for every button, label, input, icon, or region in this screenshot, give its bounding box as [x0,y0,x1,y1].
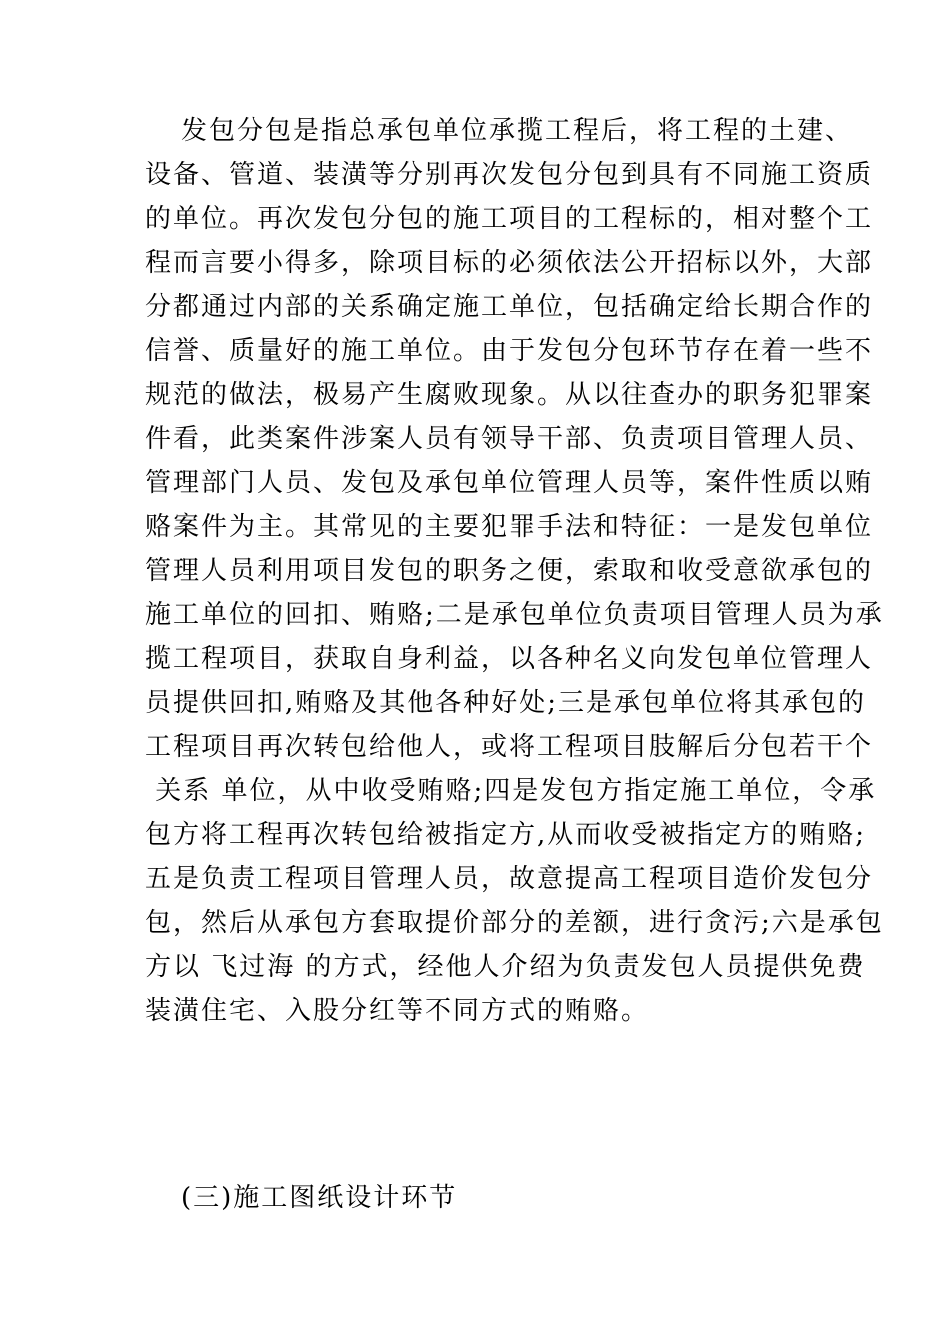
paragraph-line: 发包分包是指总承包单位承揽工程后，将工程的土建、 [181,116,854,146]
paragraph-line: 管理部门人员、发包及承包单位管理人员等，案件性质以贿 [145,468,874,498]
paragraph-line: 信誉、质量好的施工单位。由于发包分包环节存在着一些不 [145,336,874,366]
paragraph-line: 关系 单位，从中收受贿赂;四是发包方指定施工单位，令承 [145,776,877,806]
paragraph-line: 包，然后从承包方套取提价部分的差额，进行贪污;六是承包 [145,908,884,938]
paragraph-line: 设备、管道、装潢等分别再次发包分包到具有不同施工资质 [145,160,874,190]
section-heading: (三)施工图纸设计环节 [181,1183,458,1213]
paragraph-line: 赂案件为主。其常见的主要犯罪手法和特征：一是发包单位 [145,512,874,542]
paragraph-line: 的单位。再次发包分包的施工项目的工程标的，相对整个工 [145,204,874,234]
paragraph-line: 分都通过内部的关系确定施工单位，包括确定给长期合作的 [145,292,874,322]
paragraph-line: 程而言要小得多，除项目标的必须依法公开招标以外，大部 [145,248,874,278]
paragraph-line: 件看，此类案件涉案人员有领导干部、负责项目管理人员、 [145,424,874,454]
paragraph-line: 装潢住宅、入股分红等不同方式的贿赂。 [145,996,650,1026]
paragraph-line: 五是负责工程项目管理人员，故意提高工程项目造价发包分 [145,864,874,894]
body-paragraph [145,109,884,1033]
paragraph-line: 揽工程项目，获取自身利益，以各种名义向发包单位管理人 [145,644,874,674]
paragraph-line: 工程项目再次转包给他人，或将工程项目肢解后分包若干个 [145,732,874,762]
paragraph-line: 施工单位的回扣、贿赂;二是承包单位负责项目管理人员为承 [145,600,884,630]
paragraph-line: 员提供回扣,贿赂及其他各种好处;三是承包单位将其承包的 [145,688,867,718]
paragraph-line: 规范的做法，极易产生腐败现象。从以往查办的职务犯罪案 [145,380,874,410]
paragraph-line: 管理人员利用项目发包的职务之便，索取和收受意欲承包的 [145,556,874,586]
paragraph-line: 包方将工程再次转包给被指定方,从而收受被指定方的贿赂; [145,820,867,850]
paragraph-line: 方以 飞过海 的方式，经他人介绍为负责发包人员提供免费 [145,952,866,982]
